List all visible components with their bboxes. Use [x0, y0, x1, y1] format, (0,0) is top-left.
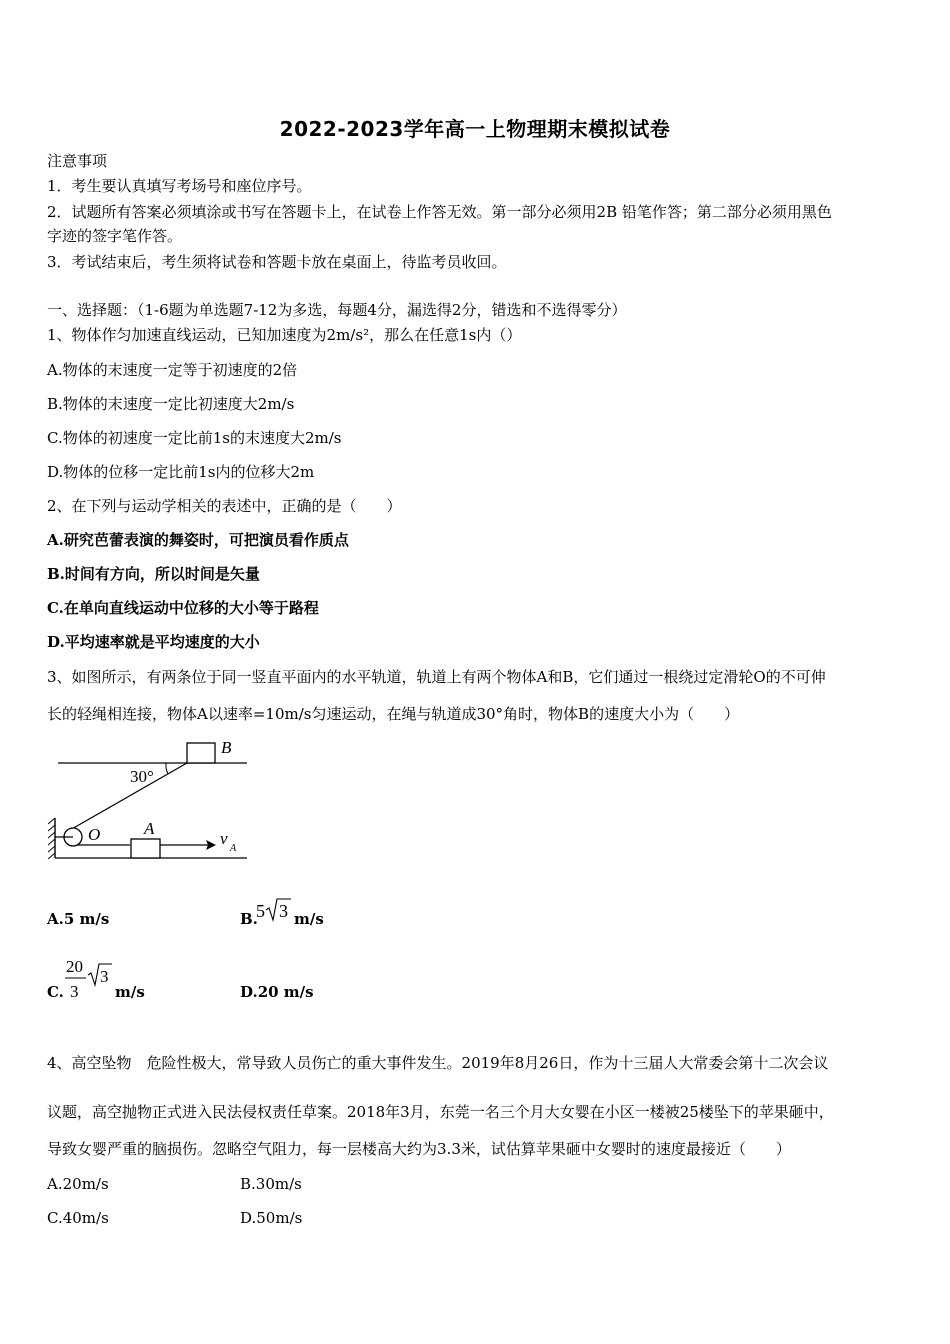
q3-option-c-prefix: C.: [47, 983, 64, 1001]
section-heading: 一、选择题：（1-6题为单选题7-12为多选，每题4分，漏选得2分，错选和不选得零分）: [47, 301, 627, 319]
notice-heading: 注意事项: [47, 152, 108, 170]
notice-item-2: 2．试题所有答案必须填涂或书写在答题卡上，在试卷上作答无效。第一部分必须用2B 铅笔作答；第二部分必须用黑色: [47, 203, 832, 221]
page-title: 2022-2023学年高一上物理期末模拟试卷: [279, 117, 671, 141]
notice-item-1: 1．考生要认真填写考场号和座位序号。: [47, 177, 312, 195]
wall-hatching: [48, 818, 55, 859]
notice-item-3: 3．考试结束后，考生须将试卷和答题卡放在桌面上，待监考员收回。: [47, 253, 507, 271]
q3-option-d: D.20 m/s: [240, 983, 314, 1001]
b-radicand: 3: [279, 901, 288, 921]
q1-option-c: C.物体的初速度一定比前1s的末速度大2m/s: [47, 429, 342, 447]
q1-option-a: A.物体的末速度一定等于初速度的2倍: [47, 361, 298, 379]
q4-option-b: B.30m/s: [240, 1175, 302, 1193]
label-v: v: [220, 829, 228, 848]
c-radicand: 3: [100, 967, 109, 986]
c-denominator: 3: [70, 982, 79, 1001]
q4-option-a: A.20m/s: [47, 1175, 109, 1193]
pulley-diagram: [44, 734, 254, 870]
block-a: [131, 839, 160, 858]
q2-option-d: D.平均速率就是平均速度的大小: [47, 633, 260, 651]
q3-option-b-unit: m/s: [294, 910, 324, 928]
label-o: O: [88, 825, 101, 844]
q3-stem-line2: 长的轻绳相连接，物体A以速率=10m/s匀速运动，在绳与轨道成30°角时，物体B的速度大小为（ ）: [47, 705, 740, 723]
q3-stem-line1: 3、如图所示，有两条位于同一竖直平面内的水平轨道，轨道上有两个物体A和B，它们通过一根绕过定滑轮O的不可伸: [47, 668, 826, 686]
q2-option-a: A.研究芭蕾表演的舞姿时，可把演员看作质点: [47, 531, 349, 549]
rope: [70, 763, 187, 830]
q2-stem: 2、在下列与运动学相关的表述中，正确的是（ ）: [47, 497, 402, 515]
q2-option-b: B.时间有方向，所以时间是矢量: [47, 565, 260, 583]
q1-option-b: B.物体的末速度一定比初速度大2m/s: [47, 395, 295, 413]
q2-option-c: C.在单向直线运动中位移的大小等于路程: [47, 599, 319, 617]
b-coefficient: 5: [256, 901, 265, 921]
q3-option-c-math: [62, 953, 114, 1003]
q3-option-b-prefix: B.: [240, 910, 258, 928]
q3-option-c-unit: m/s: [115, 983, 145, 1001]
q4-stem-line1: 4、高空坠物 危险性极大，常导致人员伤亡的重大事件发生。2019年8月26日，作为十三届人大常委会第十二次会议: [47, 1054, 829, 1072]
q4-stem-line3: 导致女婴严重的脑损伤。忽略空气阻力，每一层楼高大约为3.3米，试估算苹果砸中女婴时的速度最接近（ ）: [47, 1140, 791, 1158]
label-v-sub: A: [230, 843, 237, 854]
q3-option-b-math: [255, 896, 295, 926]
angle-arc: [166, 763, 168, 774]
q3-option-a: A.5 m/s: [47, 910, 110, 928]
q4-option-d: D.50m/s: [240, 1209, 303, 1227]
label-angle: 30°: [130, 767, 154, 786]
notice-item-2-cont: 字迹的签字笔作答。: [47, 227, 183, 245]
label-a: A: [144, 819, 155, 838]
label-b: B: [221, 738, 232, 757]
q4-stem-line2: 议题，高空抛物正式进入民法侵权责任草案。2018年3月，东莞一名三个月大女婴在小区一楼被25楼坠下的苹果砸中，: [47, 1103, 834, 1121]
block-b: [187, 743, 215, 763]
q4-option-c: C.40m/s: [47, 1209, 109, 1227]
q1-option-d: D.物体的位移一定比前1s内的位移大2m: [47, 463, 315, 481]
c-numerator: 20: [66, 957, 83, 976]
q1-stem: 1、物体作匀加速直线运动，已知加速度为2m/s²，那么在任意1s内（）: [47, 326, 522, 344]
